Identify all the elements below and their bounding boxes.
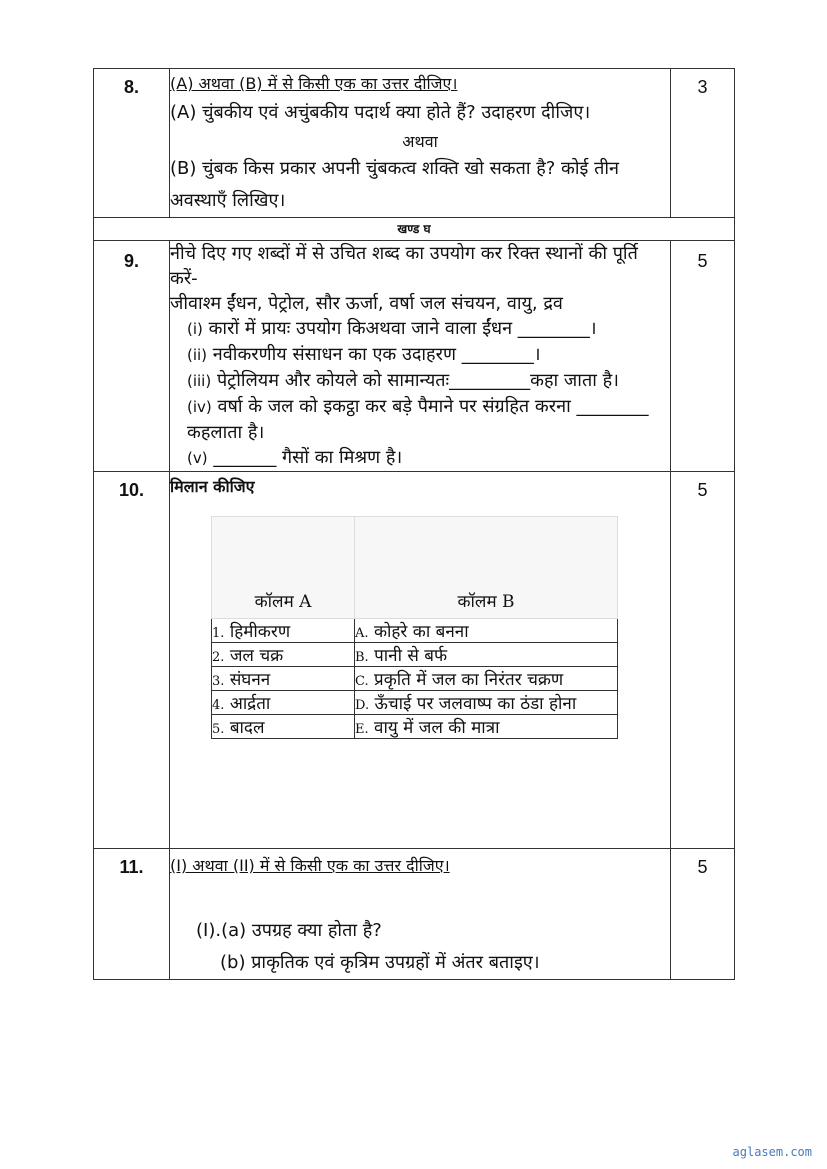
column-a-cell: 2. जल चक्र (212, 643, 355, 667)
blank-item-4: (iv) वर्षा के जल को इकट्ठा कर बड़े पैमाने पर संग्रहित करना ________ कहलाता है। (187, 396, 649, 443)
question-paper (93, 68, 735, 980)
word-bank: जीवाश्म ईंधन, पेट्रोल, सौर ऊर्जा, वर्षा जल संचयन, वायु, द्रव (170, 293, 563, 314)
question-row-10 (94, 472, 735, 849)
question-instruction: (A) अथवा (B) में से किसी एक का उत्तर दीजिए। (170, 74, 458, 93)
section-row (94, 218, 735, 241)
match-row (212, 667, 618, 691)
question-number: 11. (94, 849, 170, 980)
blank-item-3: (iii) पेट्रोलियम और कोयले को सामान्यतः_________कहा जाता है। (187, 370, 619, 391)
column-b-cell: D. ऊँचाई पर जलवाष्प का ठंडा होना (355, 691, 618, 715)
questions-table (93, 68, 735, 980)
or-label: अथवा (402, 132, 438, 151)
part-b: (b) प्राकृतिक एवं कृत्रिम उपग्रहों में अंतर बताइए। (220, 952, 540, 973)
match-header (212, 517, 618, 619)
question-instruction: (I) अथवा (II) में से किसी एक का उत्तर दीजिए। (170, 856, 450, 875)
column-a-header: कॉलम A (212, 517, 355, 619)
match-row (212, 643, 618, 667)
part-b: (B) चुंबक किस प्रकार अपनी चुंबकत्व शक्ति खो सकता है? कोई तीन अवस्थाएँ लिखिए। (170, 158, 620, 211)
blank-item-1: (i) कारों में प्रायः उपयोग किअथवा जाने वाला ईंधन ________। (187, 318, 597, 339)
column-b-cell: A. कोहरे का बनना (355, 619, 618, 643)
question-body (170, 849, 671, 980)
match-table (211, 516, 618, 739)
column-a-cell: 4. आर्द्रता (212, 691, 355, 715)
question-marks: 5 (671, 849, 735, 980)
question-marks: 5 (671, 241, 735, 472)
question-instruction: मिलान कीजिए (170, 477, 255, 496)
blank-item-2: (ii) नवीकरणीय संसाधन का एक उदाहरण ________। (187, 344, 541, 365)
blank-item-5: (v) _______ गैसों का मिश्रण है। (187, 447, 403, 468)
question-row-9 (94, 241, 735, 472)
question-number: 9. (94, 241, 170, 472)
question-marks: 5 (671, 472, 735, 849)
question-body (170, 241, 671, 472)
match-row (212, 619, 618, 643)
question-body (170, 472, 671, 849)
question-body (170, 69, 671, 218)
column-b-cell: E. वायु में जल की मात्रा (355, 715, 618, 739)
column-b-header: कॉलम B (355, 517, 618, 619)
column-b-cell: C. प्रकृति में जल का निरंतर चक्रण (355, 667, 618, 691)
question-instruction: नीचे दिए गए शब्दों में से उचित शब्द का उपयोग कर रिक्त स्थानों की पूर्ति करें- (170, 243, 638, 289)
column-a-cell: 5. बादल (212, 715, 355, 739)
part-a: (A) चुंबकीय एवं अचुंबकीय पदार्थ क्या होते हैं? उदाहरण दीजिए। (170, 102, 591, 123)
footer-watermark: aglasem.com (732, 1145, 812, 1159)
question-marks: 3 (671, 69, 735, 218)
section-heading: खण्ड घ (94, 218, 735, 241)
match-row (212, 691, 618, 715)
column-b-cell: B. पानी से बर्फ (355, 643, 618, 667)
column-a-cell: 3. संघनन (212, 667, 355, 691)
match-row (212, 715, 618, 739)
question-number: 8. (94, 69, 170, 218)
column-a-cell: 1. हिमीकरण (212, 619, 355, 643)
part-a: (I).(a) उपग्रह क्या होता है? (196, 920, 382, 941)
question-row-11 (94, 849, 735, 980)
question-row-8 (94, 69, 735, 218)
question-number: 10. (94, 472, 170, 849)
